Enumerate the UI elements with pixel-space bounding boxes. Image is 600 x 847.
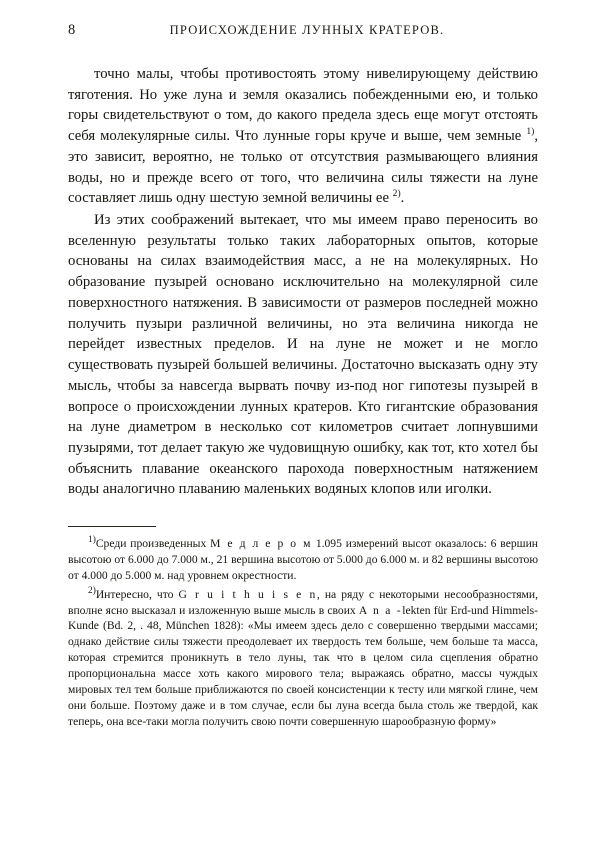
footnote-2-mark: 2) [88, 585, 96, 596]
footnote-ref-1: 1) [526, 126, 535, 138]
body-text [68, 64, 538, 500]
footnote-separator [68, 526, 156, 527]
footnote-ref-2: 2) [392, 188, 401, 200]
footnote-1-mark: 1) [88, 535, 96, 546]
page-header [68, 22, 538, 40]
footnote-2 [68, 587, 538, 730]
footnote-1 [68, 536, 538, 584]
footnote-1-text-a: Среди произведенных [95, 537, 211, 551]
footnote-1-name: М е д л е р о м [210, 537, 312, 551]
paragraph-2: Из этих соображений вытекает, что мы имеем право переносить во вселенную результаты только таких лабораторных опытов, которые основаны на силах взаимодействия масс, а не на молекулярных. Но образование пузырей основано исключительно на молекулярной силе поверхностного натяжения. В зависимости от размеров последней можно получить пузыри различной величины, но эта величина никогда не перейдет известных пределов. И на луне не может и не могло существовать пузырей большей величины. Достаточно высказать одну эту мысль, чтобы за навсегда вырвать почву из-под ног гипотезы пузырей в вопросе о происхождении лунных кратеров. Кто гигантские образования на луне диаметром в несколько сот километров считает лопнувшими пузырями, тот делает такую же чудовищную ошибку, как тот, кто хотел бы объяснить плавание океанского парохода поверхностным натяжением воды аналогично плаванию маленьких водяных клопов или иголки. [68, 212, 538, 498]
footnote-2-title: A n a - [358, 603, 403, 617]
footnotes-block [68, 536, 538, 730]
paragraph-1 [68, 64, 538, 209]
paragraph-1-part-b: , это зависит, вероятно, не только от отсутствия размывающего влияния воды, но и прежде всего от того, что величина силы тяжести на луне составляет лишь одну шестую земной величины ее [68, 128, 538, 207]
footnote-2-text-c: lekten für Erd-und Himmels-Kunde (Bd. 2, . 48, München 1828): «Мы имеем здесь дело с совершенно твердыми массами; однако действие силы тяжести преодолевает их твердость тем больше, чем больше та масса, которая стремится проникнуть в тело луны, так что в целом сила сцепления обратно пропорциональна массе хоть какого мирового тела; выражаясь обратно, массы чуждых мировых тел тем больше приближаются по своей консистенции к тесту или мягкой глине, чем они больше. Поэтому даже и в том случае, если бы луна всегда была столь же твердой, как теперь, она все-таки могла получить свою почти совершенную шарообразную форму» [68, 603, 538, 728]
paragraph-1-part-c: . [400, 190, 405, 207]
footnote-2-name: G r u i t h u i s e n [178, 587, 317, 601]
footnote-2-text-a: Интересно, что [95, 587, 179, 601]
page-number: 8 [68, 22, 76, 38]
paragraph-1-part-a: точно малы, чтобы противостоять этому нивелирующему действию тяготения. Но уже луна и земля оказались побежденными ею, и только горы свидетельствуют о том, до какого предела здесь еще могут отстоять себя молекулярные силы. Что лунные горы круче и выше, чем земные [68, 66, 538, 145]
footnote-1-text-b: 1.095 измерений высот оказалось: 6 вершин высотою от 6.000 до 7.000 м., 21 вершина высотою от 5.000 до 6.000 м. и 82 вершины высотою от 4.000 до 5.000 м. над уровнем окрестности. [68, 537, 538, 582]
footnote-2-text-b: , на ряду с некоторыми несообразностями, вполне ясно высказал и изложенную выше мысль в своих [68, 587, 539, 617]
running-title: ПРОИСХОЖДЕНИЕ ЛУННЫХ КРАТЕРОВ. [169, 23, 445, 37]
